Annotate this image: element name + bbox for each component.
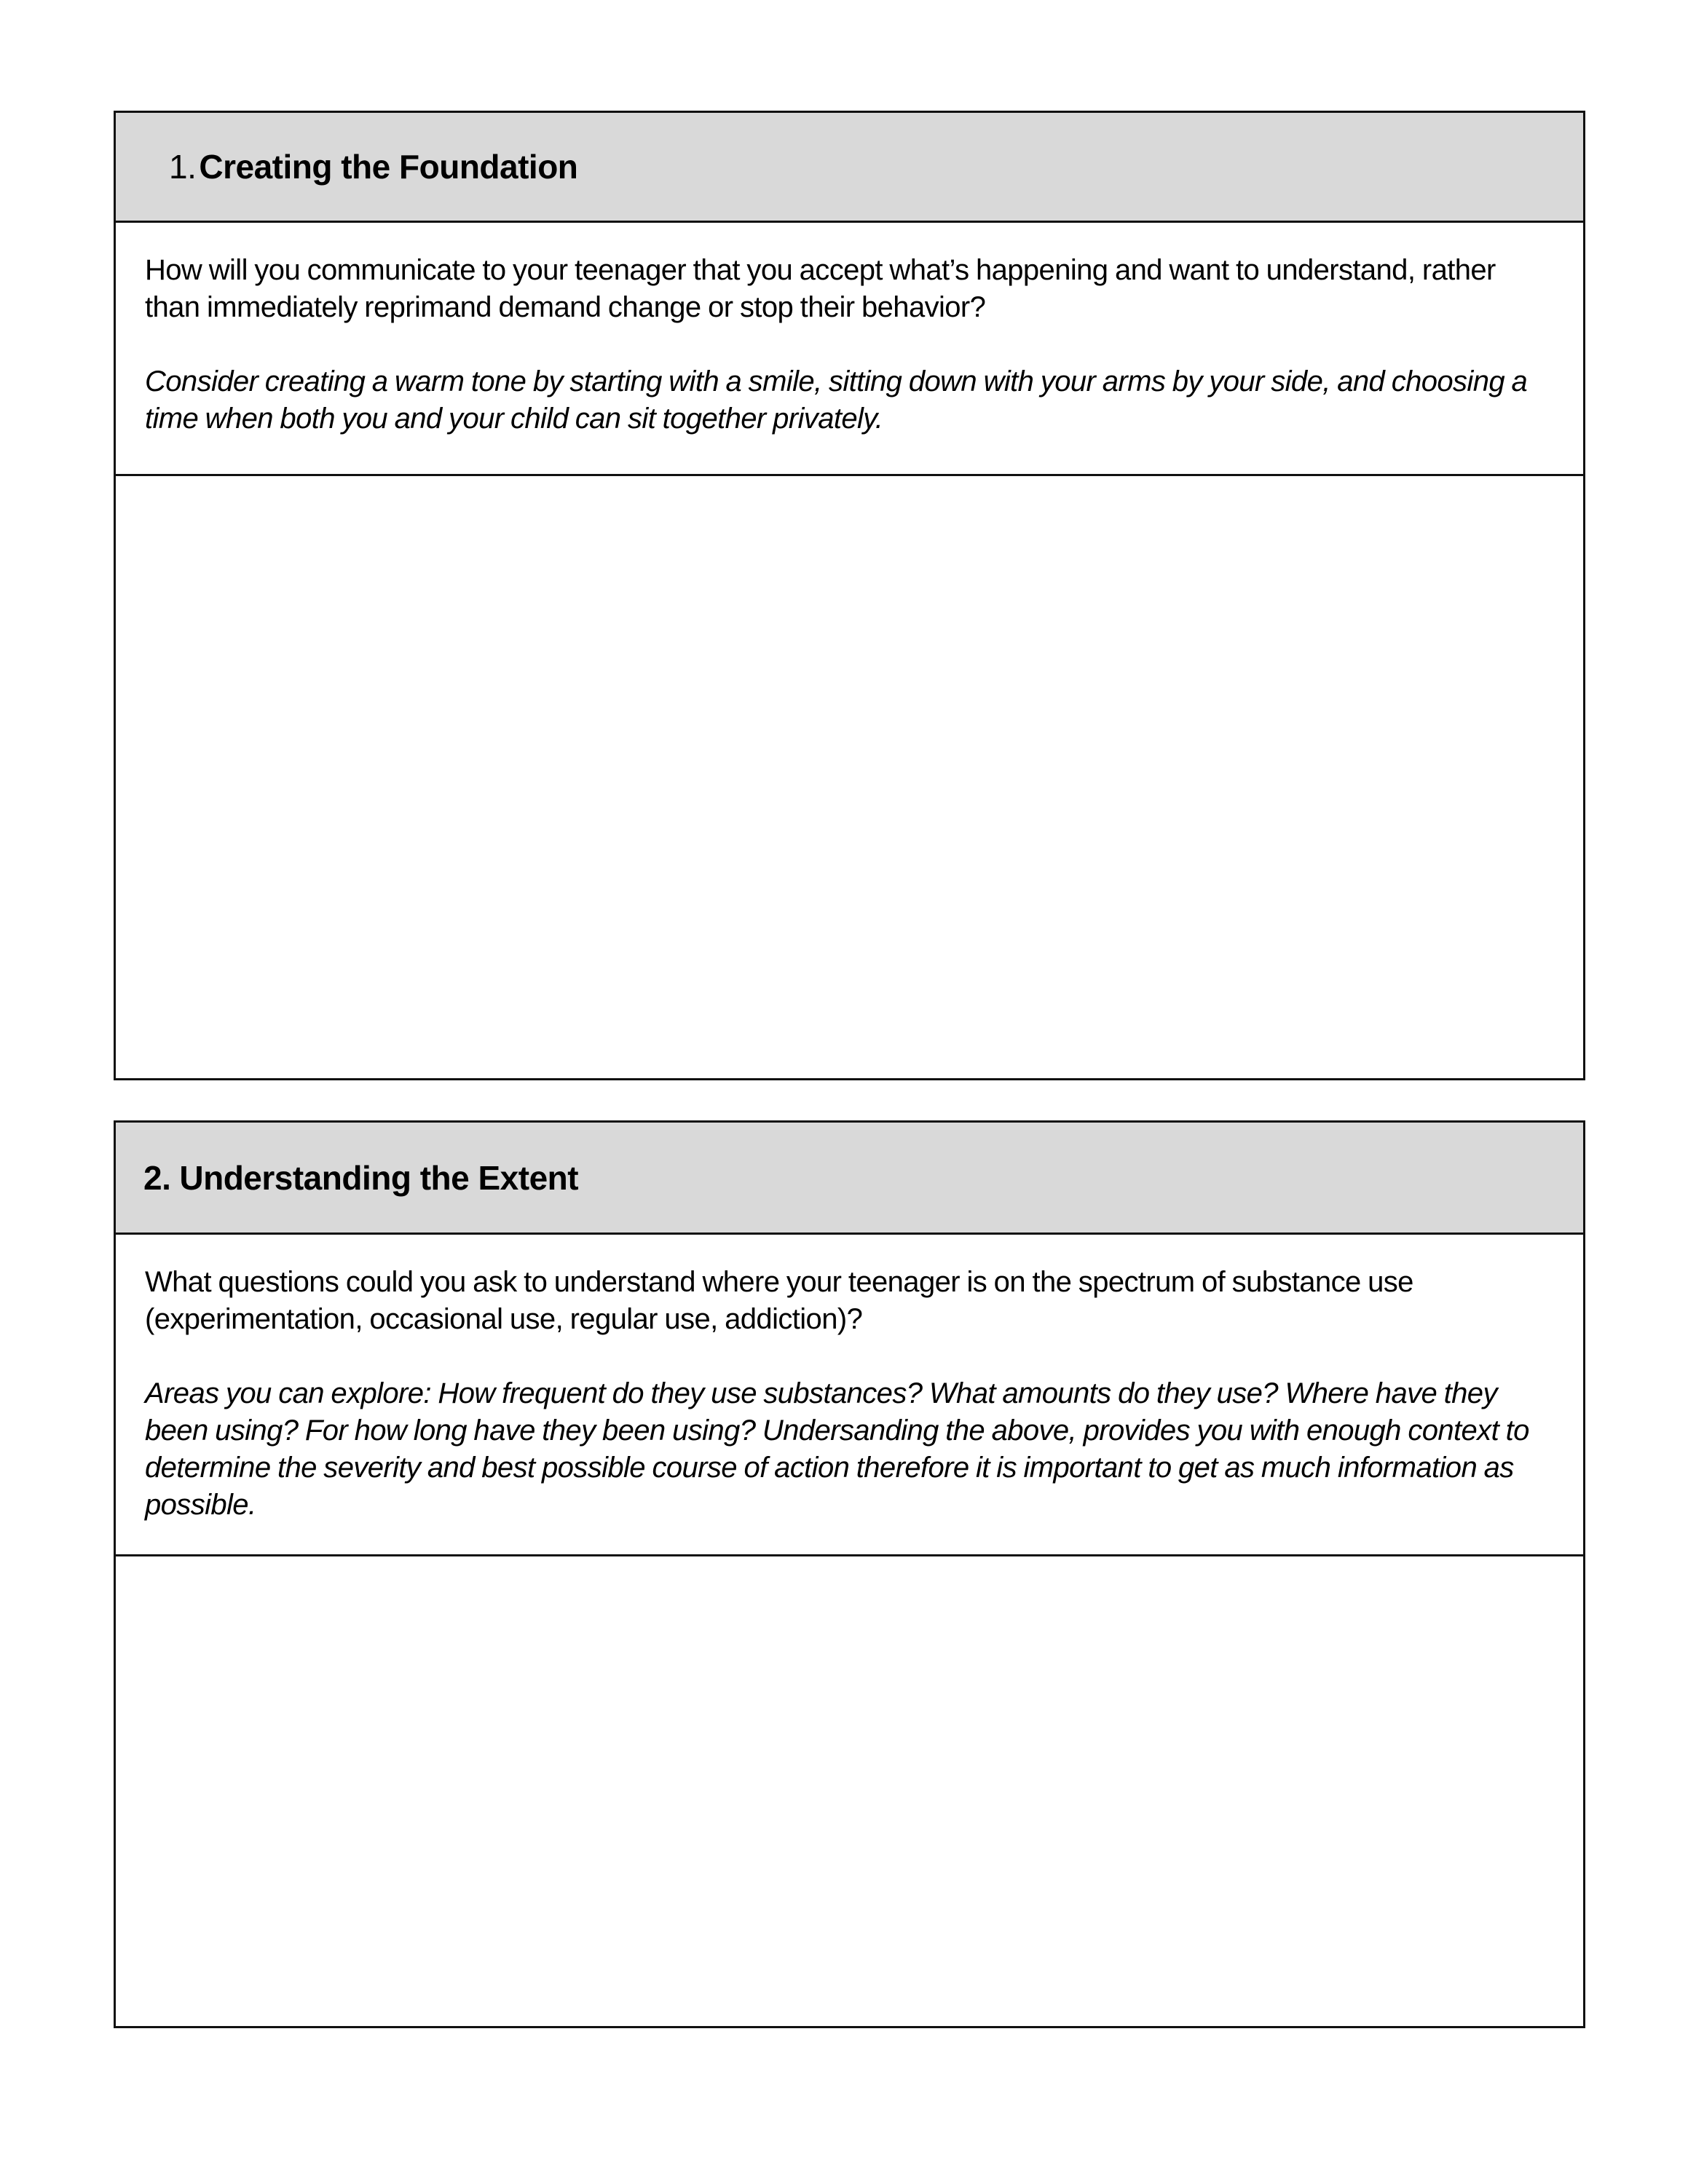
prompt-hint: Consider creating a warm tone by starting with a smile, sitting down with your arms by your side, and choosing a time when both you and your child can sit together privately. bbox=[145, 365, 1528, 435]
section-number: 1. bbox=[169, 148, 197, 186]
prompt-question: What questions could you ask to understand where your teenager is on the spectrum of substance use (experimentation, occasional use, regular use, addiction)? bbox=[145, 1266, 1413, 1335]
section-creating-the-foundation bbox=[114, 111, 1585, 1080]
section-understanding-the-extent bbox=[114, 1120, 1585, 2028]
answer-field[interactable] bbox=[116, 476, 1583, 1078]
section-number: 2. bbox=[143, 1158, 171, 1197]
section-title: Understanding the Extent bbox=[179, 1158, 579, 1197]
section-header bbox=[116, 113, 1583, 223]
answer-field[interactable] bbox=[116, 1556, 1583, 2026]
section-header bbox=[116, 1123, 1583, 1235]
prompt-question: How will you communicate to your teenager that you accept what’s happening and want to understand, rather than immediately reprimand demand change or stop their behavior? bbox=[145, 254, 1496, 323]
section-prompt bbox=[116, 1235, 1583, 1556]
section-title: Creating the Foundation bbox=[199, 148, 578, 186]
section-prompt bbox=[116, 223, 1583, 476]
prompt-hint: Areas you can explore: How frequent do they use substances? What amounts do they use? Where have they been using? For how long have they been using? Undersanding the above, provides you with enough context to determine the severity and best possible course of action therefore it is important to get as much information as possible. bbox=[145, 1377, 1529, 1521]
